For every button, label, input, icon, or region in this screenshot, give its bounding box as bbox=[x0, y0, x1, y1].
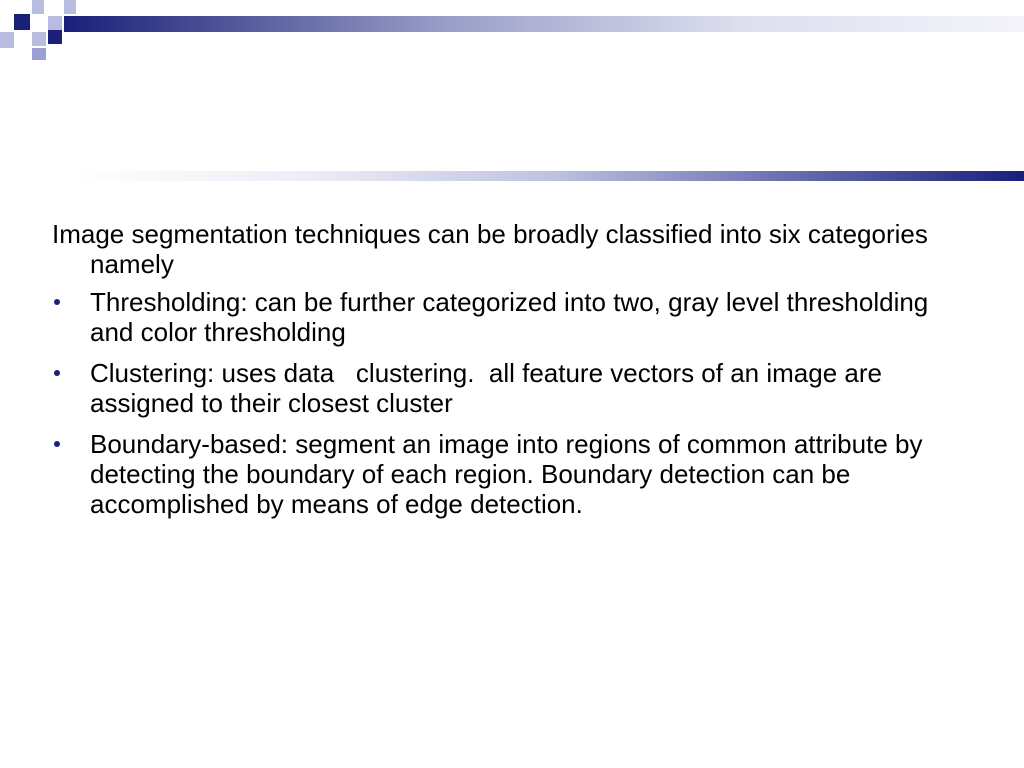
bullet-icon bbox=[54, 441, 60, 447]
decor-square bbox=[32, 32, 46, 46]
header-gradient-bar bbox=[64, 16, 1024, 32]
bullet-icon bbox=[54, 370, 60, 376]
list-item bbox=[52, 358, 972, 418]
bullet-text: Thresholding: can be further categorized into two, gray level thresholding and color thresholding bbox=[90, 287, 929, 347]
bullet-text: Boundary-based: segment an image into regions of common attribute by detecting the boundary of each region. Boundary detection can be accomplished by means of edge detection. bbox=[90, 429, 923, 519]
slide-body bbox=[52, 219, 972, 530]
title-divider-bar bbox=[70, 171, 1024, 181]
decor-square bbox=[14, 14, 30, 30]
bullet-text: Clustering: uses data clustering. all feature vectors of an image are assigned to their closest cluster bbox=[90, 358, 890, 418]
decor-square bbox=[64, 0, 76, 14]
list-item bbox=[52, 429, 972, 519]
decor-square bbox=[0, 32, 14, 48]
decor-square bbox=[32, 48, 46, 60]
list-item bbox=[52, 287, 972, 347]
decor-square bbox=[32, 0, 44, 14]
intro-text: Image segmentation techniques can be broadly classified into six categories namely bbox=[52, 219, 928, 279]
bullet-list bbox=[52, 287, 972, 519]
decor-square bbox=[48, 16, 62, 30]
decor-square bbox=[48, 30, 62, 44]
bullet-icon bbox=[54, 299, 60, 305]
